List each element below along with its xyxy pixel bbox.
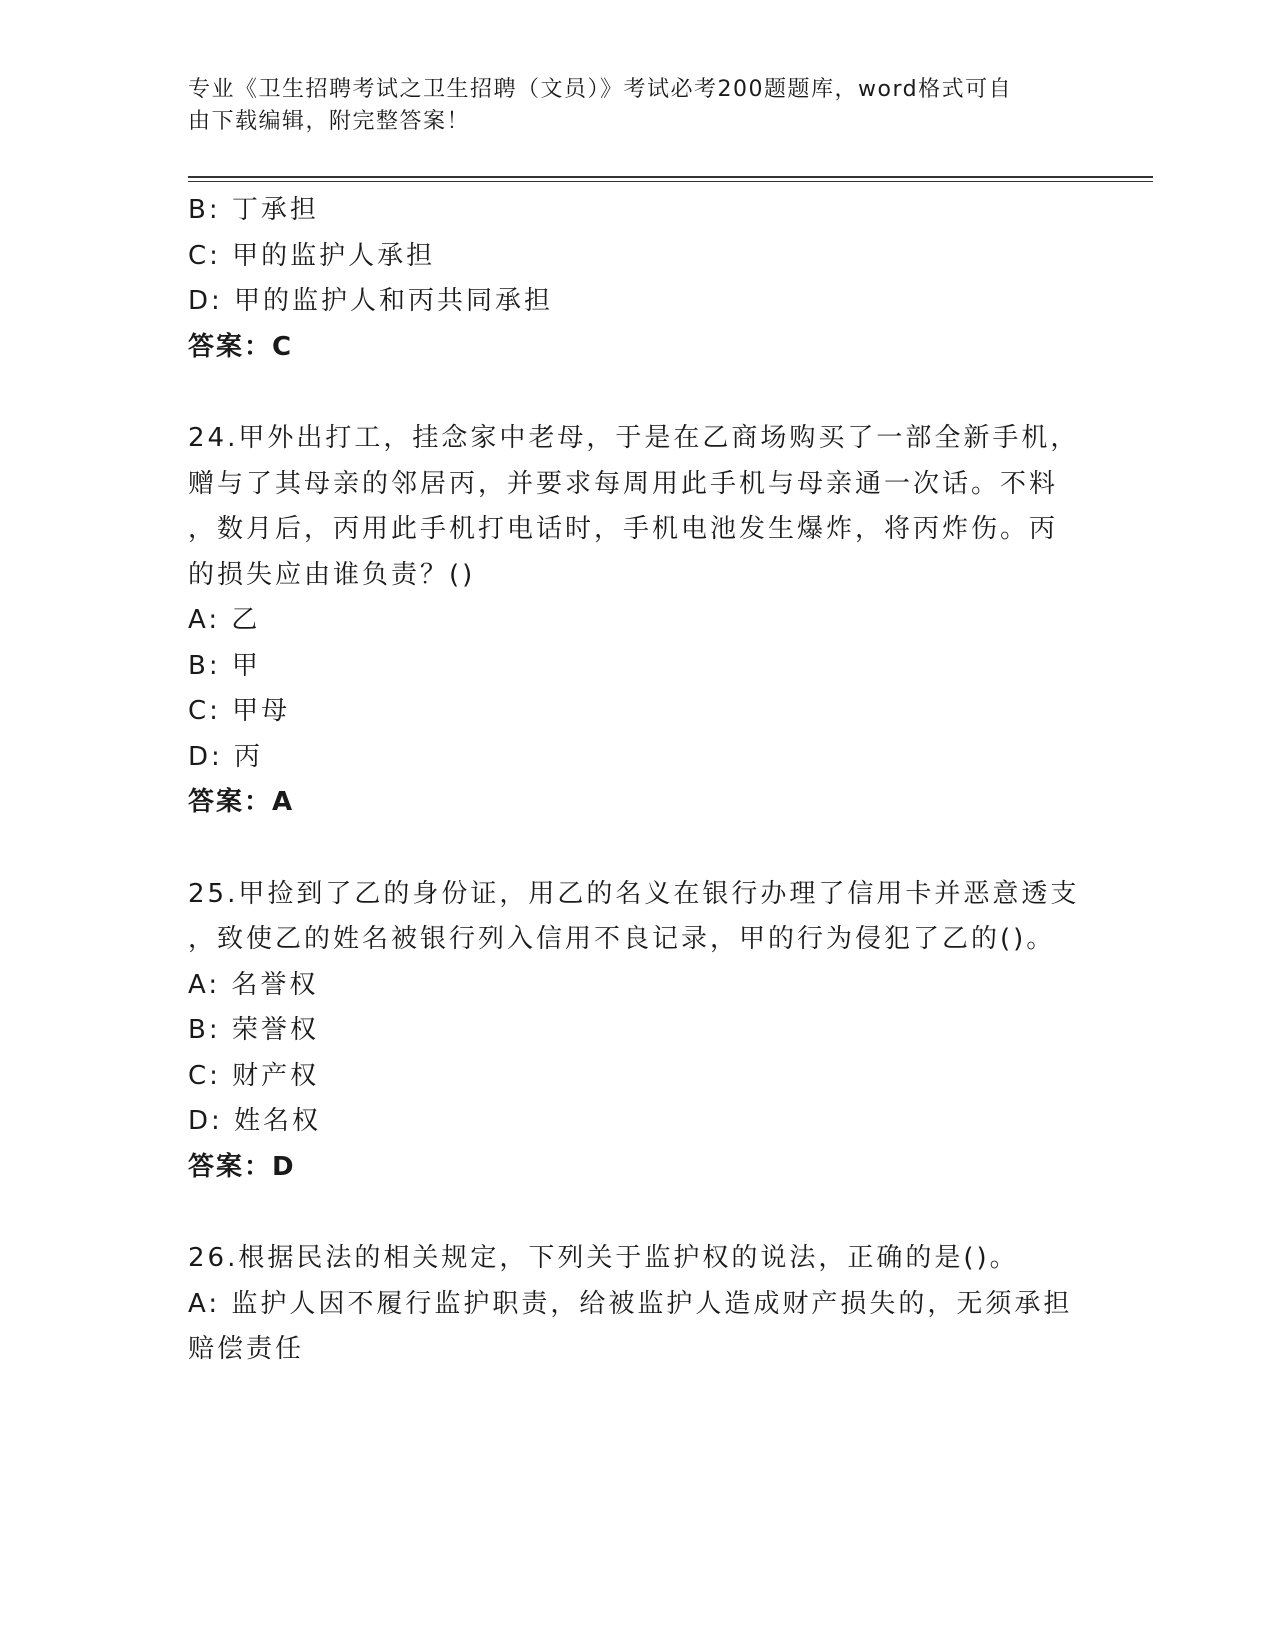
option-a: A: 名誉权: [188, 969, 319, 1000]
option-b: B: 甲: [188, 650, 261, 681]
question-text-line: ，致使乙的姓名被银行列入信用不良记录，甲的行为侵犯了乙的()。: [188, 924, 1056, 954]
question-text-line: 25.甲捡到了乙的身份证，用乙的名义在银行办理了信用卡并恶意透支: [188, 878, 1080, 909]
option-b: B: 丁承担: [188, 195, 319, 225]
question-text-line: 24.甲外出打工，挂念家中老母，于是在乙商场购买了一部全新手机，: [188, 423, 1080, 453]
answer: 答案：A: [188, 787, 295, 817]
header-rule: [188, 176, 1153, 178]
question-content: [188, 188, 1088, 1373]
question-text-line: 26.根据民法的相关规定，下列关于监护权的说法，正确的是()。: [188, 1243, 1019, 1273]
header-line: 专业《卫生招聘考试之卫生招聘（文员）》考试必考200题题库，word格式可自: [188, 77, 1013, 102]
option-a-continued: 赔偿责任: [188, 1334, 305, 1364]
question-24: [188, 416, 1088, 826]
option-c: C: 甲母: [188, 696, 291, 726]
page-header: [188, 74, 1088, 138]
question-25: [188, 872, 1088, 1191]
question-23: [188, 188, 1088, 370]
option-d: D: 姓名权: [188, 1106, 322, 1136]
answer: 答案：C: [188, 331, 294, 362]
option-a: A: 监护人因不履行监护职责，给被监护人造成财产损失的，无须承担: [188, 1288, 1073, 1319]
option-d: D: 甲的监护人和丙共同承担: [188, 286, 554, 316]
option-c: C: 财产权: [188, 1060, 320, 1091]
header-line: 由下载编辑，附完整答案！: [188, 109, 471, 134]
option-d: D: 丙: [188, 741, 264, 772]
option-a: A: 乙: [188, 605, 261, 635]
question-text-line: 赠与了其母亲的邻居丙，并要求每周用此手机与母亲通一次话。不料: [188, 468, 1059, 499]
question-text-line: 的损失应由谁负责？(): [188, 559, 476, 590]
question-text-line: ，数月后，丙用此手机打电话时，手机电池发生爆炸，将丙炸伤。丙: [188, 514, 1059, 544]
question-26: [188, 1236, 1088, 1373]
header-rule: [188, 181, 1153, 182]
option-b: B: 荣誉权: [188, 1015, 319, 1045]
answer: 答案：D: [188, 1151, 296, 1182]
option-c: C: 甲的监护人承担: [188, 240, 436, 271]
